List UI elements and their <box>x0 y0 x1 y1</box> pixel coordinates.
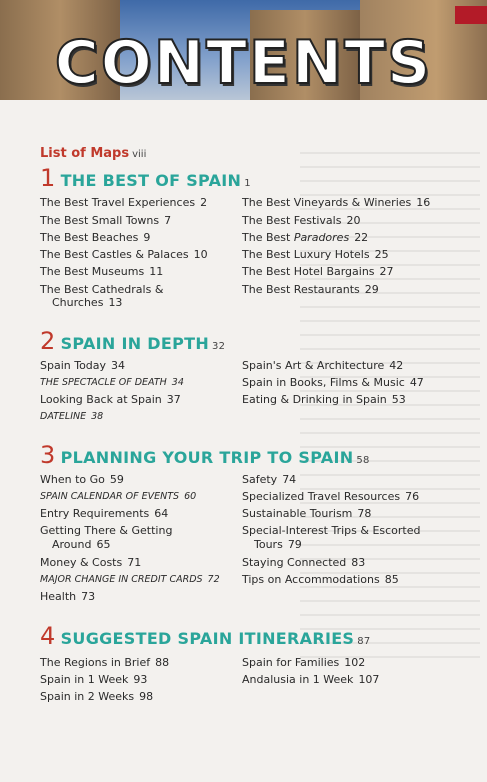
toc-entry[interactable]: Looking Back at Spain 37 <box>40 393 181 406</box>
toc-entry[interactable]: The Best Travel Experiences 2 <box>40 196 208 209</box>
toc-entry[interactable]: Spain for Families 102 <box>242 656 366 669</box>
toc-entry[interactable]: The Best Paradores 22 <box>242 231 369 244</box>
toc-entry[interactable]: The Best Hotel Bargains 27 <box>242 265 394 278</box>
toc-entry[interactable]: The Best Festivals 20 <box>242 214 361 227</box>
header-photo <box>0 0 487 100</box>
section-4-heading[interactable] <box>40 622 371 650</box>
toc-entry[interactable]: Special-Interest Trips & Escorted <box>242 524 421 537</box>
section-title: SPAIN IN DEPTH <box>60 334 210 353</box>
section-number: 1 <box>40 164 56 192</box>
section-number: 3 <box>40 441 56 469</box>
toc-entry[interactable]: Getting There & Getting <box>40 524 173 537</box>
toc-entry[interactable]: Spain Today 34 <box>40 359 126 372</box>
toc-entry-continued[interactable]: Around 65 <box>52 538 111 551</box>
toc-entry[interactable]: The Regions in Brief 88 <box>40 656 170 669</box>
section-page: 1 <box>244 178 251 189</box>
toc-feature-entry[interactable]: DATELINE 38 <box>40 411 104 422</box>
section-1-heading[interactable] <box>40 164 251 192</box>
toc-entry[interactable]: Sustainable Tourism 78 <box>242 507 372 520</box>
toc-entry[interactable]: Money & Costs 71 <box>40 556 142 569</box>
page-title: CONTENTS <box>54 28 433 98</box>
toc-entry[interactable]: The Best Restaurants 29 <box>242 283 379 296</box>
section-number: 4 <box>40 622 56 650</box>
toc-feature-entry[interactable]: SPAIN CALENDAR OF EVENTS 60 <box>40 491 197 502</box>
toc-entry[interactable]: Specialized Travel Resources 76 <box>242 490 420 503</box>
section-page: 58 <box>356 455 370 466</box>
section-number: 2 <box>40 327 56 355</box>
toc-entry[interactable]: The Best Cathedrals & <box>40 283 164 296</box>
toc-entry[interactable]: The Best Castles & Palaces 10 <box>40 248 208 261</box>
section-title: THE BEST OF SPAIN <box>60 171 242 190</box>
toc-feature-entry[interactable]: THE SPECTACLE OF DEATH 34 <box>40 377 184 388</box>
toc-entry[interactable]: Spain in 1 Week 93 <box>40 673 148 686</box>
list-of-maps-label: List of Maps <box>40 146 130 161</box>
toc-entry-continued[interactable]: Churches 13 <box>52 296 123 309</box>
toc-entry[interactable]: The Best Beaches 9 <box>40 231 151 244</box>
toc-entry[interactable]: Tips on Accommodations 85 <box>242 573 399 586</box>
toc-feature-entry[interactable]: MAJOR CHANGE IN CREDIT CARDS 72 <box>40 574 220 585</box>
flag-icon <box>455 6 487 24</box>
toc-entry[interactable]: Entry Requirements 64 <box>40 507 169 520</box>
toc-entry[interactable]: Spain in Books, Films & Music 47 <box>242 376 424 389</box>
list-of-maps-link[interactable] <box>40 146 146 161</box>
toc-entry-continued[interactable]: Tours 79 <box>254 538 302 551</box>
toc-entry[interactable]: Health 73 <box>40 590 96 603</box>
toc-entry[interactable]: Staying Connected 83 <box>242 556 366 569</box>
toc-entry[interactable]: Spain's Art & Architecture 42 <box>242 359 404 372</box>
list-of-maps-page: viii <box>132 149 147 160</box>
section-page: 87 <box>357 636 371 647</box>
toc-entry[interactable]: When to Go 59 <box>40 473 124 486</box>
toc-entry[interactable]: The Best Luxury Hotels 25 <box>242 248 389 261</box>
toc-entry[interactable]: Safety 74 <box>242 473 297 486</box>
toc-entry[interactable]: Eating & Drinking in Spain 53 <box>242 393 406 406</box>
section-page: 32 <box>212 341 226 352</box>
toc-entry[interactable]: The Best Small Towns 7 <box>40 214 172 227</box>
toc-entry[interactable]: The Best Museums 11 <box>40 265 164 278</box>
toc-entry[interactable]: Spain in 2 Weeks 98 <box>40 690 154 703</box>
toc-entry[interactable]: The Best Vineyards & Wineries 16 <box>242 196 431 209</box>
section-3-heading[interactable] <box>40 441 370 469</box>
section-title: SUGGESTED SPAIN ITINERARIES <box>60 629 355 648</box>
toc-entry[interactable]: Andalusia in 1 Week 107 <box>242 673 380 686</box>
section-title: PLANNING YOUR TRIP TO SPAIN <box>60 448 354 467</box>
section-2-heading[interactable] <box>40 327 225 355</box>
